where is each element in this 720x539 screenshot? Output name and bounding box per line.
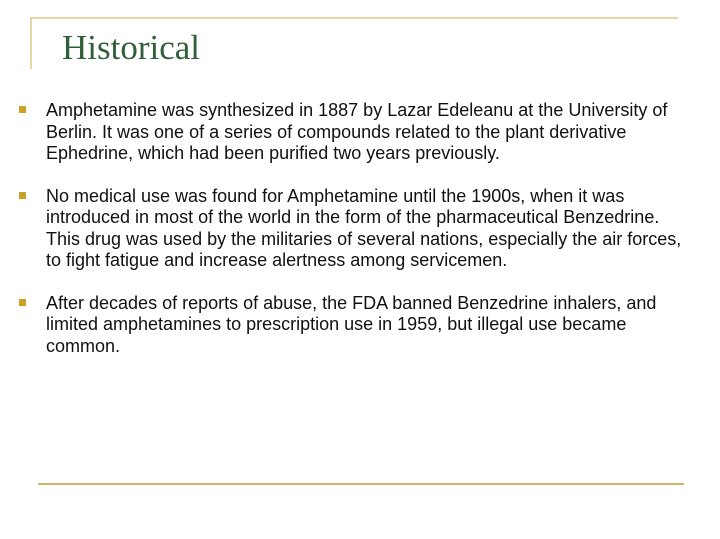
square-bullet-icon <box>19 106 26 113</box>
top-decorative-rule <box>30 17 678 19</box>
slide-title: Historical <box>62 28 201 67</box>
bullet-list <box>16 100 696 378</box>
square-bullet-icon <box>19 192 26 199</box>
bullet-item-2 <box>16 186 696 272</box>
bullet-item-1 <box>16 100 696 165</box>
bullet-item-3 <box>16 293 696 358</box>
bullet-text: After decades of reports of abuse, the FDA banned Benzedrine inhalers, and limited amphetamines to prescription use in 1959, but illegal use became common. <box>46 292 657 356</box>
square-bullet-icon <box>19 299 26 306</box>
bullet-text: Amphetamine was synthesized in 1887 by Lazar Edeleanu at the University of Berlin. It was one of a series of compounds related to the plant derivative Ephedrine, which had been purified two years previously. <box>46 100 668 163</box>
left-decorative-rule <box>30 17 32 69</box>
bottom-decorative-rule <box>38 483 684 485</box>
bullet-text: No medical use was found for Amphetamine until the 1900s, when it was introduced in most of the world in the form of the pharmaceutical Benzedrine. This drug was used by the militaries of several nations, especially the air forces, to fight fatigue and increase alertness among servicemen. <box>46 185 682 270</box>
